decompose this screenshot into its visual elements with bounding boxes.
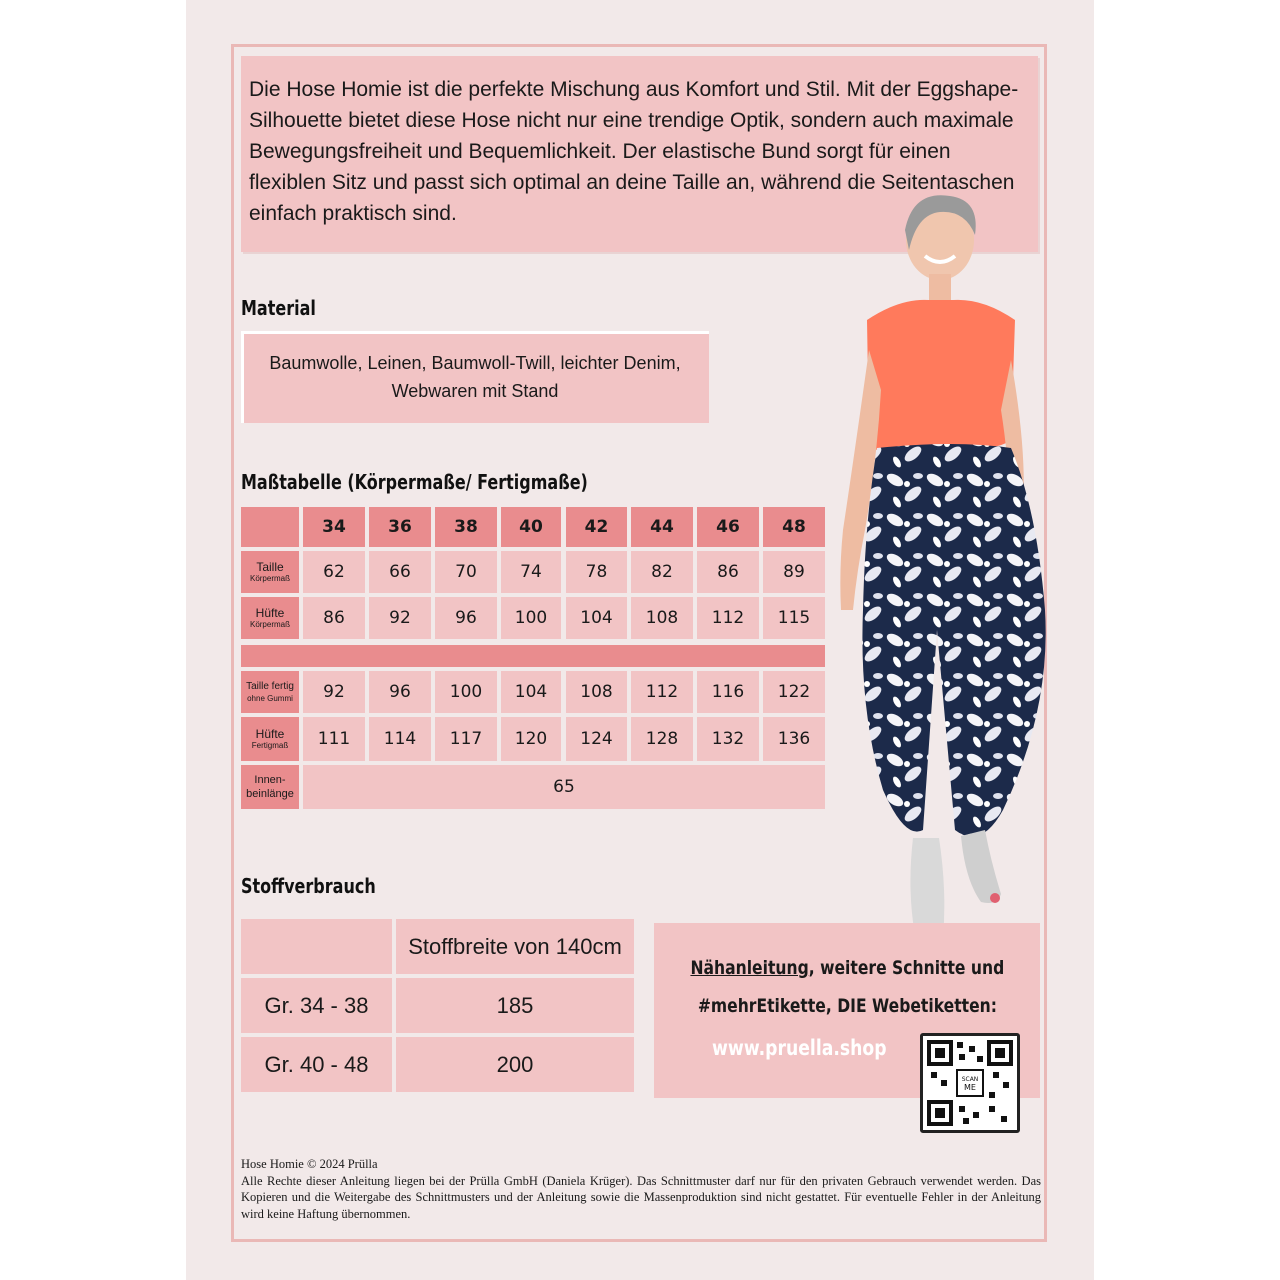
size-value: 86 bbox=[303, 597, 365, 639]
size-value: 100 bbox=[435, 671, 497, 713]
row-label-huefte-fertig: Hüfte Fertigmaß bbox=[241, 717, 299, 761]
qr-code[interactable] bbox=[920, 1033, 1020, 1133]
size-value: 120 bbox=[501, 717, 561, 761]
inseam-value: 65 bbox=[303, 765, 825, 809]
size-value: 132 bbox=[697, 717, 759, 761]
size-value: 112 bbox=[697, 597, 759, 639]
size-value: 114 bbox=[369, 717, 431, 761]
size-value: 96 bbox=[435, 597, 497, 639]
shop-url-link[interactable]: www.pruella.shop bbox=[712, 1036, 887, 1060]
size-value: 122 bbox=[763, 671, 825, 713]
size-value: 136 bbox=[763, 717, 825, 761]
size-value: 112 bbox=[631, 671, 693, 713]
size-header: 34 bbox=[303, 507, 365, 547]
fabric-row-label: Gr. 34 - 38 bbox=[241, 978, 392, 1033]
footer-copyright: Hose Homie © 2024 Prülla bbox=[241, 1157, 378, 1171]
fabric-heading: Stoffverbrauch bbox=[241, 874, 376, 898]
material-line-1: Baumwolle, Leinen, Baumwoll-Twill, leichter Denim, bbox=[269, 353, 681, 373]
table-divider bbox=[241, 645, 825, 667]
size-value: 86 bbox=[697, 551, 759, 593]
intro-text: Die Hose Homie ist die perfekte Mischung aus Komfort und Stil. Mit der Eggshape-Silhouette bietet diese Hose nicht nur eine trendige Optik, sondern auch maximale Bewegungsfreiheit und Bequemlichkeit. Der elastische Bund sorgt für einen flexiblen Sitz und passt sich optimal an deine Taille an, während die Seitentaschen einfach praktisch sind. bbox=[249, 78, 1019, 225]
fabric-column-header: Stoffbreite von 140cm bbox=[396, 919, 634, 974]
size-value: 89 bbox=[763, 551, 825, 593]
size-header: 36 bbox=[369, 507, 431, 547]
size-value: 96 bbox=[369, 671, 431, 713]
size-value: 115 bbox=[763, 597, 825, 639]
size-value: 70 bbox=[435, 551, 497, 593]
size-value: 92 bbox=[303, 671, 365, 713]
fabric-table-corner bbox=[241, 919, 392, 974]
size-value: 78 bbox=[566, 551, 627, 593]
size-value: 117 bbox=[435, 717, 497, 761]
size-value: 111 bbox=[303, 717, 365, 761]
size-value: 128 bbox=[631, 717, 693, 761]
model-photo bbox=[805, 190, 1065, 960]
footer bbox=[241, 1156, 1041, 1222]
row-label-taille-fertig: Taille fertig ohne Gummi bbox=[241, 671, 299, 713]
svg-text:ME: ME bbox=[964, 1083, 976, 1092]
size-header: 40 bbox=[501, 507, 561, 547]
material-line-2: Webwaren mit Stand bbox=[391, 381, 559, 401]
size-header: 48 bbox=[763, 507, 825, 547]
size-value: 82 bbox=[631, 551, 693, 593]
row-label-innenbeinlaenge: Innen- beinlänge bbox=[241, 765, 299, 809]
size-value: 108 bbox=[631, 597, 693, 639]
size-value: 124 bbox=[566, 717, 627, 761]
size-value: 104 bbox=[566, 597, 627, 639]
size-value: 92 bbox=[369, 597, 431, 639]
footer-legal-text: Alle Rechte dieser Anleitung liegen bei der Prülla GmbH (Daniela Krüger). Das Schnittmuster darf nur für den privaten Gebrauch verwendet werden. Das Kopieren und die Weitergabe des Schnittmusters und der Anleitung sowie die Massenproduktion sind nicht gestattet. Für eventuelle Fehler in der Anleitung wird keine Haftung übernommen. bbox=[241, 1173, 1041, 1221]
material-box bbox=[241, 331, 709, 423]
size-table-heading: Maßtabelle (Körpermaße/ Fertigmaße) bbox=[241, 470, 588, 494]
size-header: 42 bbox=[566, 507, 627, 547]
shop-line-1: Nähanleitung, weitere Schnitte und bbox=[690, 957, 1004, 979]
shop-line-2: #mehrEtikette, DIE Webetiketten: bbox=[697, 995, 997, 1017]
row-label-taille: Taille Körpermaß bbox=[241, 551, 299, 593]
fabric-row-value: 185 bbox=[396, 978, 634, 1033]
size-value: 66 bbox=[369, 551, 431, 593]
size-value: 104 bbox=[501, 671, 561, 713]
size-table-corner bbox=[241, 507, 299, 547]
material-heading: Material bbox=[241, 296, 316, 320]
size-value: 100 bbox=[501, 597, 561, 639]
fabric-row-label: Gr. 40 - 48 bbox=[241, 1037, 392, 1092]
sewing-instructions-link[interactable]: Nähanleitung bbox=[690, 957, 809, 979]
size-value: 74 bbox=[501, 551, 561, 593]
size-value: 116 bbox=[697, 671, 759, 713]
size-header: 38 bbox=[435, 507, 497, 547]
size-header: 44 bbox=[631, 507, 693, 547]
svg-text:SCAN: SCAN bbox=[961, 1076, 979, 1083]
qr-code-icon bbox=[923, 1036, 1017, 1130]
size-header: 46 bbox=[697, 507, 759, 547]
size-value: 108 bbox=[566, 671, 627, 713]
row-label-huefte: Hüfte Körpermaß bbox=[241, 597, 299, 639]
size-value: 62 bbox=[303, 551, 365, 593]
fabric-row-value: 200 bbox=[396, 1037, 634, 1092]
shop-box bbox=[654, 923, 1040, 1098]
